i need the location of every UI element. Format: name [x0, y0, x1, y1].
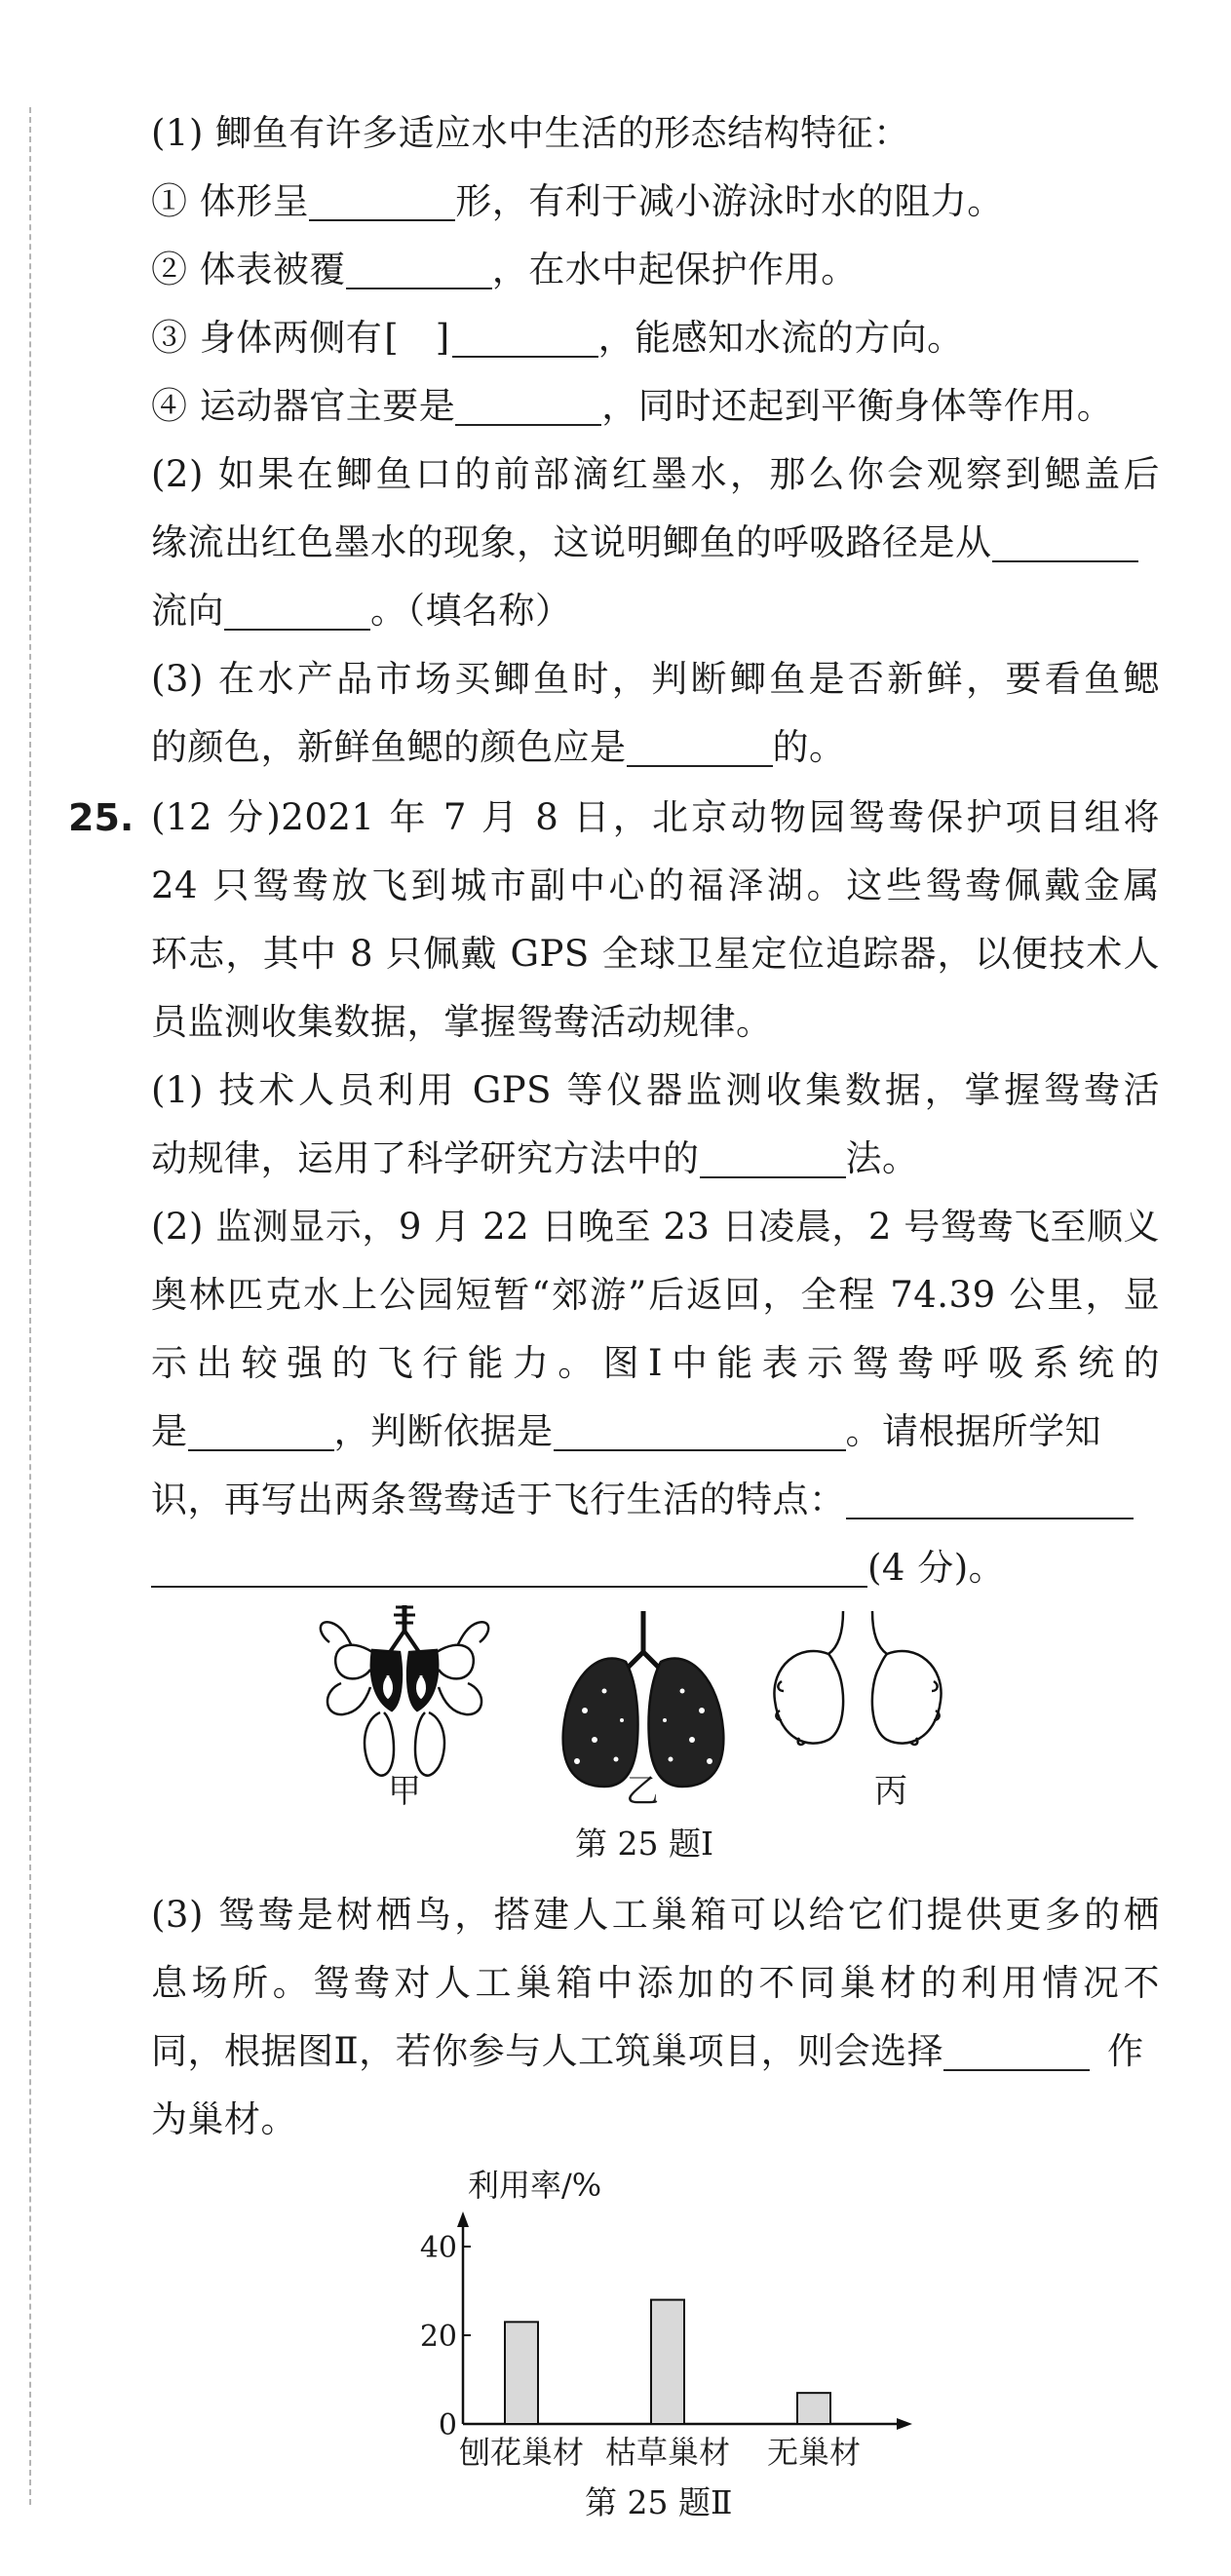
- q25-part2-line4-suffix: 。请根据所学知: [845, 1410, 1101, 1452]
- q24-part2-line1: (2) 如果在鲫鱼口的前部滴红墨水，那么你会观察到鳃盖后: [151, 453, 1160, 495]
- q24-part1-item3: [151, 306, 1160, 370]
- q24-item1-suffix: 形，有利于减小游泳时水的阻力。: [455, 180, 1004, 222]
- q25-part2-line4-prefix: 是: [151, 1410, 188, 1452]
- q25-part2-line4-mid: ，判断依据是: [333, 1410, 554, 1452]
- answer-blank-judgement-basis[interactable]: [554, 1406, 846, 1451]
- q25-part1-line2: [151, 1127, 1160, 1191]
- q24-item4-prefix: ④ 运动器官主要是: [151, 385, 456, 427]
- q24-part2-line3-suffix: 。（填名称）: [370, 590, 572, 632]
- q24-part2-line3-prefix: 流向: [151, 590, 224, 632]
- q25-part3-line2: 息场所。鸳鸯对人工巢箱中添加的不同巢材的利用情况不: [151, 1962, 1160, 2004]
- answer-blank-nest-material[interactable]: [943, 2026, 1090, 2071]
- figure-label-bing: 丙: [874, 1772, 907, 1811]
- mammal-lungs-drawing: [563, 1611, 724, 1787]
- figure-label-jia: 甲: [388, 1772, 421, 1811]
- q24-part1-item1: [151, 170, 1160, 234]
- q25-intro-line4: 员监测收集数据，掌握鸳鸯活动规律。: [151, 1001, 773, 1043]
- answer-blank-body-shape[interactable]: [309, 176, 455, 221]
- q25-part1-line2-prefix: 动规律，运用了科学研究方法中的: [151, 1137, 700, 1179]
- figure-25-2-caption: 第 25 题Ⅱ: [585, 2483, 733, 2521]
- q25-part2-line5: [151, 1468, 1160, 1532]
- q24-part1-intro: (1) 鲫鱼有许多适应水中生活的形态结构特征：: [151, 112, 910, 154]
- q25-intro-line3: 环志，其中 8 只佩戴 GPS 全球卫星定位追踪器，以便技术人: [151, 933, 1160, 975]
- answer-blank-respiratory-figure[interactable]: [188, 1406, 334, 1451]
- chart-y-tick-label: 40: [419, 2231, 457, 2265]
- q25-part2-line5-prefix: 识，再写出两条鸳鸯适于飞行生活的特点：: [151, 1479, 846, 1520]
- answer-blank-flight-features-a[interactable]: [846, 1475, 1134, 1519]
- chart-category-label: 枯草巢材: [604, 2434, 731, 2471]
- q25-part3-line4: 为巢材。: [151, 2098, 297, 2140]
- q24-part1-item2: [151, 238, 1160, 302]
- answer-blank-breath-to[interactable]: [224, 586, 370, 631]
- question-number-25: 25.: [68, 796, 135, 839]
- frog-lungs-drawing: [774, 1611, 941, 1745]
- figure-number-bracket[interactable]: [ ]: [384, 317, 450, 359]
- binding-margin-line: [29, 107, 31, 2505]
- answer-blank-flight-features-b[interactable]: [151, 1543, 867, 1588]
- q25-part3-line1: (3) 鸳鸯是树栖鸟，搭建人工巢箱可以给它们提供更多的栖: [151, 1894, 1160, 1936]
- q24-item3-prefix: ③ 身体两侧有: [151, 317, 383, 359]
- q24-item1-prefix: ① 体形呈: [151, 180, 310, 222]
- chart-y-tick-label: 0: [438, 2408, 457, 2442]
- q25-part1-line1: (1) 技术人员利用 GPS 等仪器监测收集数据，掌握鸳鸯活: [151, 1069, 1160, 1111]
- q25-part3-line3: [151, 2019, 1160, 2084]
- chart-y-axis-arrow: [457, 2211, 469, 2227]
- q24-part2-line2-text: 缘流出红色墨水的现象，这说明鲫鱼的呼吸路径是从: [151, 521, 992, 563]
- chart-category-label: 刨花巢材: [458, 2434, 585, 2471]
- q25-part3-line3-prefix: 同，根据图Ⅱ，若你参与人工筑巢项目，则会选择: [151, 2030, 944, 2072]
- q24-part2-line2: [151, 511, 1160, 575]
- answer-blank-breath-from[interactable]: [992, 518, 1138, 562]
- q25-part2-line2: 奥林匹克水上公园短暂“郊游”后返回，全程 74.39 公里，显: [151, 1274, 1160, 1316]
- q24-part3-line2: [151, 715, 1160, 780]
- chart-bar: [505, 2322, 538, 2424]
- chart-bar: [651, 2300, 684, 2424]
- figure-25-1-caption: 第 25 题Ⅰ: [575, 1825, 714, 1863]
- q25-part1-line2-suffix: 法。: [845, 1137, 919, 1179]
- q24-item2-suffix: ，在水中起保护作用。: [491, 249, 858, 290]
- answer-blank-research-method[interactable]: [700, 1134, 846, 1178]
- q24-item3-suffix: ，能感知水流的方向。: [597, 317, 964, 359]
- q24-part1-item4: [151, 374, 1160, 439]
- q24-part3-line2-prefix: 的颜色，新鲜鱼鳃的颜色应是: [151, 726, 627, 768]
- chart-category-label: 无巢材: [766, 2434, 862, 2471]
- q24-part3-line1: (3) 在水产品市场买鲫鱼时，判断鲫鱼是否新鲜，要看鱼鳃: [151, 658, 1160, 700]
- q25-intro-line2: 24 只鸳鸯放飞到城市副中心的福泽湖。这些鸳鸯佩戴金属: [151, 865, 1160, 906]
- bird-respiratory-system-drawing: [321, 1605, 488, 1776]
- chart-x-axis-arrow: [897, 2418, 912, 2430]
- answer-blank-body-covering[interactable]: [346, 245, 492, 289]
- q25-part2-line6: [151, 1536, 1160, 1600]
- answer-blank-lateral-line[interactable]: [452, 313, 598, 358]
- q24-item2-prefix: ② 体表被覆: [151, 249, 346, 290]
- q25-part2-line1: (2) 监测显示，9 月 22 日晚至 23 日凌晨，2 号鸳鸯飞至顺义: [151, 1206, 1160, 1248]
- figure-25-2-bar-chart: [390, 2159, 936, 2495]
- q24-part3-line2-suffix: 的。: [772, 726, 846, 768]
- q25-part2-line4: [151, 1400, 1160, 1464]
- q24-item4-suffix: ，同时还起到平衡身体等作用。: [601, 385, 1114, 427]
- answer-blank-gill-color[interactable]: [627, 722, 773, 767]
- answer-blank-motion-organ[interactable]: [455, 381, 601, 426]
- q25-intro-line1: (12 分)2021 年 7 月 8 日，北京动物园鸳鸯保护项目组将: [151, 796, 1160, 838]
- chart-y-axis-label: 利用率/%: [468, 2167, 602, 2204]
- q25-part3-line3-suffix: 作: [1107, 2030, 1144, 2072]
- q25-part2-line6-suffix: (4 分)。: [867, 1547, 1006, 1589]
- figure-label-yi: 乙: [626, 1772, 659, 1811]
- q25-part2-line3: 示出较强的飞行能力。图Ⅰ中能表示鸳鸯呼吸系统的: [151, 1342, 1160, 1384]
- q24-part2-line3: [151, 579, 1160, 643]
- chart-y-tick-label: 20: [419, 2320, 457, 2354]
- chart-bar: [797, 2393, 830, 2424]
